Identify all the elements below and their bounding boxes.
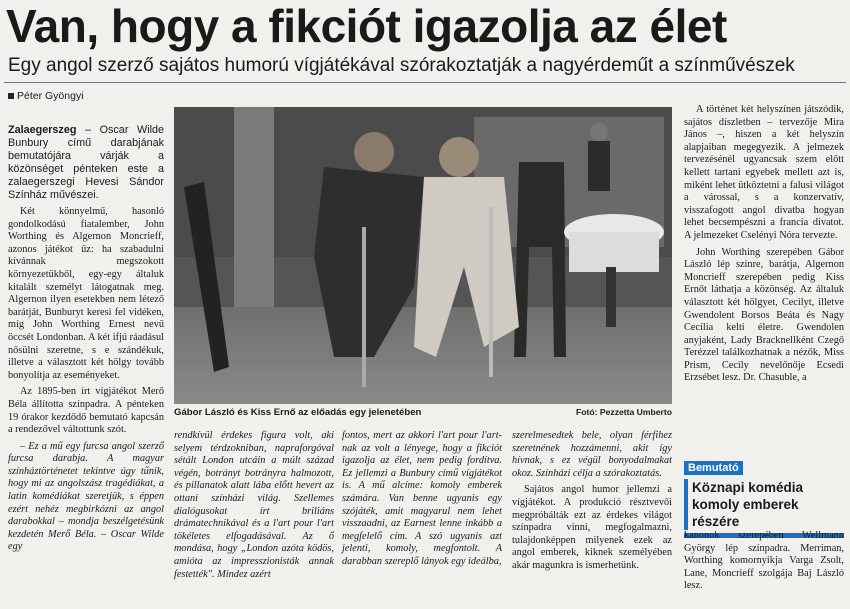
paragraph: – Ez a mű egy furcsa angol szerző furcsa darabja. A magyar színháztörténetet tekintve úgy tűnik, hogy mi az angolszász tragédiákat, a latin komédiákat szeretjük, s éppen ezért nehéz megbirkózni az angol darabokkal – mondja beszélgetésünk kezdetén Merő Béla. – Oscar Wilde egy: [8, 440, 164, 553]
paragraph: A történet két helyszínen játszódik, sajátos díszletben – tervezője Mira János –, hiszen a két helyszín alapjaiban megegyezik. A jelmezek tervezésénél ugyancsak szem előtt kellett tartani egyebek mellett azt is, miként lehet ütköztetni a falusi világot a várossal, s a konzervatív, visszafogott angol divatba hogyan lehet becsempészni a francia divatot. A jelmezeket Cselényi Nóra tervezte.: [684, 104, 844, 241]
paragraph: John Worthing szerepében Gábor László lép színre, barátja, Algernon Moncrieff szerepében pedig Kiss Ernőt láthatja a közönség. Az általuk választott két hölgyet, Cecilyt, illetve Gwendolent Borsos Beáta és Nagy Cecília kelti életre. Gwendolen anyjaként, Lady Bracknellként Czegő Terézzel találkozhatnak a nézők, Miss Prism, Cecily nevelőnője Ecsedi Erzsébet lesz. Dr. Chasuble, a: [684, 246, 844, 384]
article-column-5-continued: [684, 530, 844, 597]
paragraph: kanonok szerepében Wellmann György lép színpadra. Merriman, Worthing komornyikja Varga Zsolt, Lane, Moncrieff szolgája Baj László lesz.: [684, 530, 844, 592]
headline: Van, hogy a fikciót igazolja az élet: [6, 0, 727, 52]
byline: Péter Gyöngyi: [8, 90, 84, 102]
subheadline: Egy angol szerző sajátos humorú vígjátékával szórakoztatják a nagyérdeműt a színművészek: [8, 55, 795, 76]
square-bullet-icon: [8, 93, 14, 99]
sidebox: [684, 458, 844, 529]
photo-caption: Gábor László és Kiss Ernő az előadás egy jelenetében Fotó: Pezzetta Umberto: [174, 407, 672, 418]
lead-paragraph: Zalaegerszeg – Oscar Wilde Bunbury című darabjának bemutatójára várják a közönséget pénteken este a zalaegerszegi Hevesi Sándor Színház művészei.: [8, 124, 164, 201]
paragraph: Az 1895-ben írt vígjátékot Merő Béla állította színpadra. A pénteken 19 órakor kezdődő bemutató kapcsán a rendezővel váltottunk szót.: [8, 386, 164, 436]
article-column-2: [174, 430, 334, 585]
article-column-4: [512, 430, 672, 577]
paragraph: rendkívül érdekes figura volt, aki selyem térdzokniban, napraforgóval sétált London utcáin a múlt század végén, botrányt botrányra halmozott, és pillanatok alatt lába előtt hevert az ottani színházi világ. Szellemes dialógusokat írt briliáns drámatechnikával és a l'art pour l'art tökéletes elfogadásával. Az ő mondása, hogy „London azóta ködös, amióta az impresszionisták annak festették". Mindez azért: [174, 430, 334, 580]
paragraph: szerelmesedtek bele, olyan férfihez szeretnének hozzámenni, akit így hívnak, s ez végül bonyodalmakat okoz. Színházi célja a szórakoztatás.: [512, 430, 672, 479]
article-column-1: [8, 124, 164, 558]
stage-photo: [174, 107, 672, 404]
paragraph: Két könnyelmű, hasonló gondolkodású fiatalember, John Worthing és Algernon Moncrieff, azonos játékot űz: ha szabadulni kívánnak megszokott környezetükből, egy-egy általuk kitalált személyt látogatnak meg. Algernon ilyen esetekben nem létező barátját, Bunburyt keresi fel vidéken, míg John Worthing Ernest nevű öccsét Londonban. A két ifjú ráadásul nősülni szeretne, s e szándékuk, illetve a választott két hölgy tovább bonyolítja az eseményeket.: [8, 206, 164, 381]
article-column-5: [684, 104, 844, 389]
paragraph: fontos, mert az akkori l'art pour l'art-nak az volt a lényege, hogy a fikciót igazolja az élet, nem pedig fordítva. Ez jellemzi a Bunbury című vígjátékot is. A mű alcíme: komoly emberek számára. Van benne ugyanis egy szójáték, amit magyarul nem lehet visszaadni, az Earnest lenne inkább a megfelelő cím. A szó ugyanis azt jelenti, komoly, megfontolt. A darabban szereplő lányok egy ideálba,: [342, 430, 502, 567]
photo-credit: Fotó: Pezzetta Umberto: [576, 407, 672, 417]
sidebox-tag: Bemutató: [684, 461, 743, 475]
divider: [4, 82, 846, 83]
photo-scene: [174, 107, 672, 404]
paragraph: Sajátos angol humor jellemzi a vígjátékot. A produkció résztvevői megpróbálták ezt az érdekes világot színpadra vinni, megfogalmazni, tulajdonképpen milyenek ezek az angol emberek, kiknek személyében akár magunkra is ismerhetünk.: [512, 484, 672, 571]
sidebox-title: Köznapi komédia komoly emberek részére: [684, 479, 844, 530]
article-column-3: [342, 430, 502, 573]
